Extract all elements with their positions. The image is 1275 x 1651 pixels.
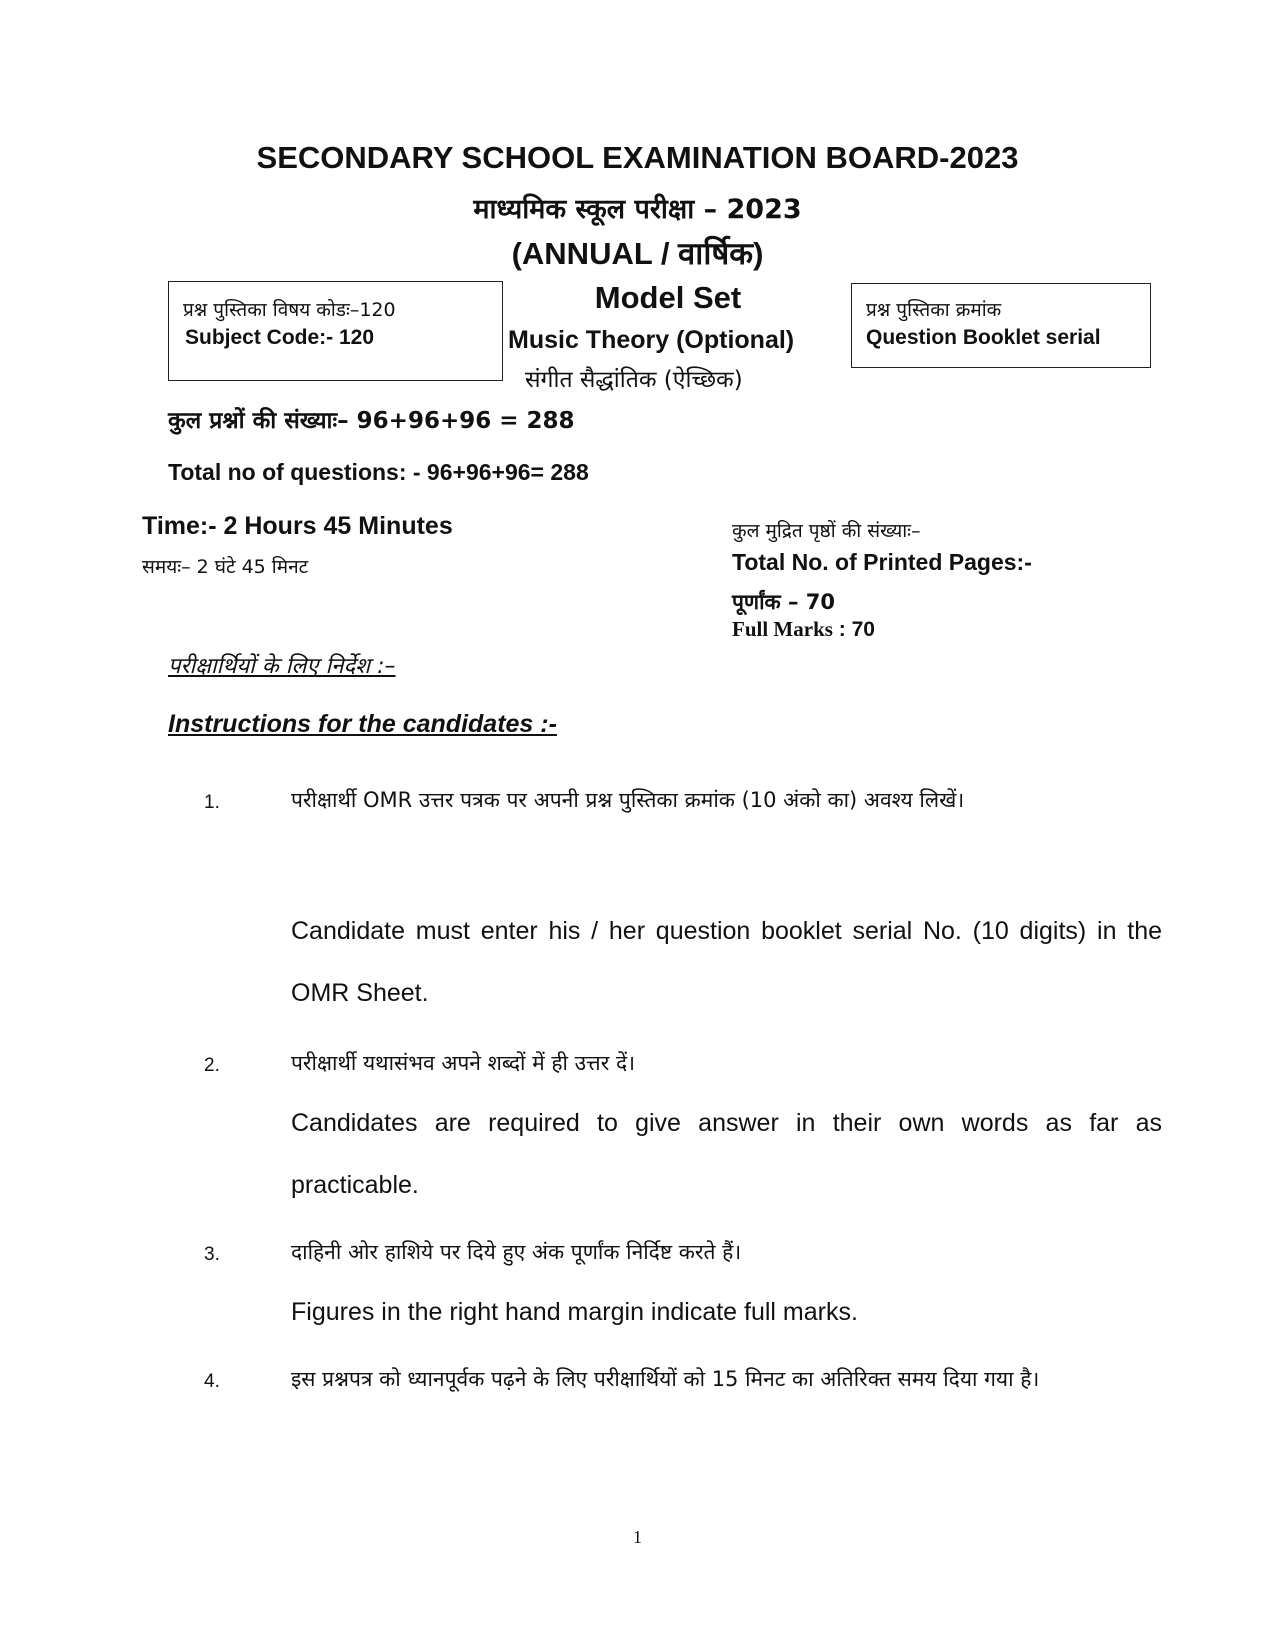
instructions-heading: Instructions for the candidates :- — [168, 710, 557, 738]
page-number: 1 — [633, 1527, 642, 1547]
instruction-number: 1. — [204, 792, 220, 813]
time-allowed: Time:- 2 Hours 45 Minutes — [142, 512, 453, 540]
exam-board-title-hindi: माध्यमिक स्कूल परीक्षा – 2023 — [473, 194, 802, 225]
instructions-heading-hindi: परीक्षार्थियों के लिए निर्देश :– — [168, 654, 396, 679]
instruction-number: 3. — [204, 1244, 220, 1265]
subject-code: Subject Code:- 120 — [185, 326, 375, 349]
instruction-text-hindi: परीक्षार्थी यथासंभव अपने शब्दों में ही उत्तर दें। — [291, 1051, 636, 1075]
full-marks-hindi: पूर्णांक – 70 — [732, 590, 836, 614]
instruction-text-hindi: परीक्षार्थी OMR उत्तर पत्रक पर अपनी प्रश्न पुस्तिका क्रमांक (10 अंको का) अवश्य लिखें। — [291, 788, 965, 812]
time-allowed-hindi: समयः– 2 घंटे 45 मिनट — [142, 556, 309, 578]
total-questions-hindi: कुल प्रश्नों की संख्याः– 96+96+96 = 288 — [168, 408, 575, 434]
full-marks-label: Full Marks — [732, 617, 833, 641]
instruction-number: 4. — [204, 1371, 220, 1392]
booklet-serial-label: Question Booklet serial — [866, 326, 1101, 349]
exam-board-title: SECONDARY SCHOOL EXAMINATION BOARD-2023 — [256, 140, 1019, 175]
annual-label: (ANNUAL / वार्षिक) — [511, 236, 764, 271]
subject-name: Music Theory (Optional) — [508, 326, 795, 354]
full-marks-value: : 70 — [832, 618, 875, 641]
printed-pages-hindi: कुल मुद्रित पृष्ठों की संख्याः– — [732, 520, 921, 542]
instruction-text-hindi: दाहिनी ओर हाशिये पर दिये हुए अंक पूर्णांक निर्दिष्ट करते हैं। — [291, 1240, 742, 1264]
instruction-number: 2. — [204, 1055, 220, 1076]
model-set-label: Model Set — [594, 280, 742, 315]
full-marks — [732, 617, 875, 642]
printed-pages: Total No. of Printed Pages:- — [732, 549, 1032, 575]
subject-name-hindi: संगीत सैद्धांतिक (ऐच्छिक) — [525, 367, 743, 393]
subject-code-hindi: प्रश्न पुस्तिका विषय कोडः–120 — [183, 299, 396, 321]
booklet-serial-hindi: प्रश्न पुस्तिका क्रमांक — [866, 299, 1002, 321]
total-questions: Total no of questions: - 96+96+96= 288 — [168, 459, 589, 485]
instruction-text: Candidate must enter his / her question booklet serial No. (10 digits) in the OMR Sheet. — [291, 917, 1162, 1007]
instruction-text: Candidates are required to give answer in their own words as far as practicable. — [291, 1109, 1162, 1199]
instruction-text-hindi: इस प्रश्नपत्र को ध्यानपूर्वक पढ़ने के लिए परीक्षार्थियों को 15 मिनट का अतिरिक्त समय दिया गया है। — [291, 1367, 1040, 1391]
instruction-text: Figures in the right hand margin indicate full marks. — [291, 1298, 858, 1326]
